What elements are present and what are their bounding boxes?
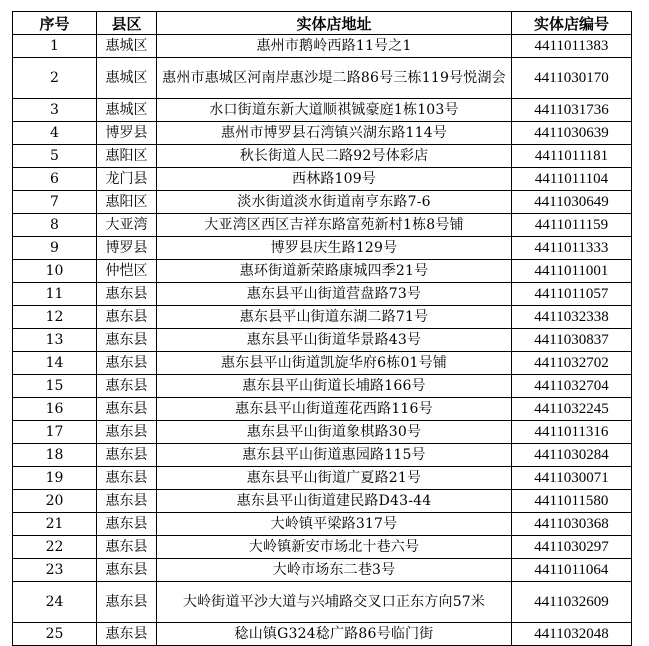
header-no: 序号 bbox=[13, 12, 97, 35]
row-address: 惠环街道新荣路康城四季21号 bbox=[157, 260, 512, 283]
row-address: 惠东县平山街道华景路43号 bbox=[157, 329, 512, 352]
row-number: 18 bbox=[13, 444, 97, 467]
header-county: 县区 bbox=[97, 12, 157, 35]
row-number: 7 bbox=[13, 191, 97, 214]
row-store-code: 4411032338 bbox=[512, 306, 632, 329]
row-number: 4 bbox=[13, 122, 97, 145]
row-address: 惠州市博罗县石湾镇兴湖东路114号 bbox=[157, 122, 512, 145]
row-number: 6 bbox=[13, 168, 97, 191]
row-store-code: 4411030297 bbox=[512, 536, 632, 559]
row-store-code: 4411031736 bbox=[512, 99, 632, 122]
row-store-code: 4411032245 bbox=[512, 398, 632, 421]
row-store-code: 4411030837 bbox=[512, 329, 632, 352]
row-store-code: 4411030170 bbox=[512, 58, 632, 99]
table-row bbox=[13, 623, 632, 646]
table-row bbox=[13, 237, 632, 260]
row-number: 10 bbox=[13, 260, 97, 283]
row-address: 惠州市鹅岭西路11号之1 bbox=[157, 35, 512, 58]
row-number: 24 bbox=[13, 582, 97, 623]
row-address: 惠州市惠城区河南岸惠沙堤二路86号三栋119号悦湖会 bbox=[157, 58, 512, 99]
table-row bbox=[13, 421, 632, 444]
row-number: 2 bbox=[13, 58, 97, 99]
row-county: 惠东县 bbox=[97, 306, 157, 329]
header-code: 实体店编号 bbox=[512, 12, 632, 35]
row-county: 仲恺区 bbox=[97, 260, 157, 283]
row-store-code: 4411011159 bbox=[512, 214, 632, 237]
row-number: 3 bbox=[13, 99, 97, 122]
table-row bbox=[13, 306, 632, 329]
row-address: 大岭镇新安市场北十巷六号 bbox=[157, 536, 512, 559]
row-store-code: 4411011333 bbox=[512, 237, 632, 260]
row-store-code: 4411032048 bbox=[512, 623, 632, 646]
row-number: 21 bbox=[13, 513, 97, 536]
table-row bbox=[13, 58, 632, 99]
header-row bbox=[13, 12, 632, 35]
row-county: 龙门县 bbox=[97, 168, 157, 191]
row-address: 惠东县平山街道惠园路115号 bbox=[157, 444, 512, 467]
row-county: 惠东县 bbox=[97, 283, 157, 306]
row-number: 13 bbox=[13, 329, 97, 352]
table-row bbox=[13, 513, 632, 536]
row-address: 大亚湾区西区吉祥东路富苑新村1栋8号铺 bbox=[157, 214, 512, 237]
table-row bbox=[13, 35, 632, 58]
row-store-code: 4411011001 bbox=[512, 260, 632, 283]
row-address: 惠东县平山街道长埔路166号 bbox=[157, 375, 512, 398]
row-number: 12 bbox=[13, 306, 97, 329]
table-row bbox=[13, 490, 632, 513]
row-county: 惠阳区 bbox=[97, 191, 157, 214]
row-number: 17 bbox=[13, 421, 97, 444]
table-row bbox=[13, 260, 632, 283]
row-address: 淡水街道淡水街道南亨东路7-6 bbox=[157, 191, 512, 214]
row-address: 大岭街道平沙大道与兴埔路交叉口正东方向57米 bbox=[157, 582, 512, 623]
table-row bbox=[13, 536, 632, 559]
row-number: 23 bbox=[13, 559, 97, 582]
row-store-code: 4411030071 bbox=[512, 467, 632, 490]
table-row bbox=[13, 582, 632, 623]
table-row bbox=[13, 168, 632, 191]
table-row bbox=[13, 398, 632, 421]
table-row bbox=[13, 375, 632, 398]
row-store-code: 4411032609 bbox=[512, 582, 632, 623]
row-store-code: 4411011064 bbox=[512, 559, 632, 582]
row-store-code: 4411011181 bbox=[512, 145, 632, 168]
row-address: 惠东县平山街道建民路D43-44 bbox=[157, 490, 512, 513]
table-row bbox=[13, 329, 632, 352]
row-store-code: 4411011057 bbox=[512, 283, 632, 306]
row-address: 惠东县平山街道莲花西路116号 bbox=[157, 398, 512, 421]
row-number: 1 bbox=[13, 35, 97, 58]
row-number: 20 bbox=[13, 490, 97, 513]
row-county: 惠东县 bbox=[97, 444, 157, 467]
row-store-code: 4411030649 bbox=[512, 191, 632, 214]
row-county: 惠东县 bbox=[97, 490, 157, 513]
table-row bbox=[13, 145, 632, 168]
row-number: 8 bbox=[13, 214, 97, 237]
row-store-code: 4411030368 bbox=[512, 513, 632, 536]
table-row bbox=[13, 283, 632, 306]
table-row bbox=[13, 467, 632, 490]
row-address: 博罗县庆生路129号 bbox=[157, 237, 512, 260]
row-county: 惠东县 bbox=[97, 421, 157, 444]
row-county: 惠东县 bbox=[97, 623, 157, 646]
row-county: 惠阳区 bbox=[97, 145, 157, 168]
row-county: 惠城区 bbox=[97, 58, 157, 99]
row-county: 大亚湾 bbox=[97, 214, 157, 237]
row-address: 大岭镇平梁路317号 bbox=[157, 513, 512, 536]
row-county: 惠东县 bbox=[97, 582, 157, 623]
row-county: 惠东县 bbox=[97, 352, 157, 375]
table-row bbox=[13, 352, 632, 375]
row-store-code: 4411011316 bbox=[512, 421, 632, 444]
row-store-code: 4411011104 bbox=[512, 168, 632, 191]
table-row bbox=[13, 444, 632, 467]
row-number: 15 bbox=[13, 375, 97, 398]
row-number: 14 bbox=[13, 352, 97, 375]
row-store-code: 4411011580 bbox=[512, 490, 632, 513]
row-county: 惠城区 bbox=[97, 99, 157, 122]
row-county: 惠东县 bbox=[97, 536, 157, 559]
table-row bbox=[13, 214, 632, 237]
row-address: 惠东县平山街道凯旋华府6栋01号铺 bbox=[157, 352, 512, 375]
row-address: 惠东县平山街道营盘路73号 bbox=[157, 283, 512, 306]
row-county: 惠东县 bbox=[97, 467, 157, 490]
row-address: 西林路109号 bbox=[157, 168, 512, 191]
table-row bbox=[13, 122, 632, 145]
row-county: 惠东县 bbox=[97, 513, 157, 536]
row-number: 16 bbox=[13, 398, 97, 421]
row-number: 5 bbox=[13, 145, 97, 168]
row-address: 大岭市场东二巷3号 bbox=[157, 559, 512, 582]
store-table bbox=[12, 11, 632, 646]
row-address: 水口街道东新大道顺祺铖豪庭1栋103号 bbox=[157, 99, 512, 122]
row-store-code: 4411030639 bbox=[512, 122, 632, 145]
row-address: 秋长街道人民二路92号体彩店 bbox=[157, 145, 512, 168]
row-number: 19 bbox=[13, 467, 97, 490]
row-county: 惠东县 bbox=[97, 398, 157, 421]
row-address: 惠东县平山街道广夏路21号 bbox=[157, 467, 512, 490]
table-row bbox=[13, 99, 632, 122]
header-address: 实体店地址 bbox=[157, 12, 512, 35]
row-county: 惠东县 bbox=[97, 375, 157, 398]
row-address: 稔山镇G324稔广路86号临门街 bbox=[157, 623, 512, 646]
row-address: 惠东县平山街道象棋路30号 bbox=[157, 421, 512, 444]
row-store-code: 4411032702 bbox=[512, 352, 632, 375]
row-number: 9 bbox=[13, 237, 97, 260]
row-address: 惠东县平山街道东湖二路71号 bbox=[157, 306, 512, 329]
row-number: 11 bbox=[13, 283, 97, 306]
row-store-code: 4411032704 bbox=[512, 375, 632, 398]
table-row bbox=[13, 191, 632, 214]
row-county: 博罗县 bbox=[97, 122, 157, 145]
row-county: 惠东县 bbox=[97, 559, 157, 582]
row-county: 博罗县 bbox=[97, 237, 157, 260]
table-row bbox=[13, 559, 632, 582]
row-store-code: 4411011383 bbox=[512, 35, 632, 58]
row-number: 25 bbox=[13, 623, 97, 646]
row-county: 惠东县 bbox=[97, 329, 157, 352]
row-store-code: 4411030284 bbox=[512, 444, 632, 467]
row-number: 22 bbox=[13, 536, 97, 559]
row-county: 惠城区 bbox=[97, 35, 157, 58]
